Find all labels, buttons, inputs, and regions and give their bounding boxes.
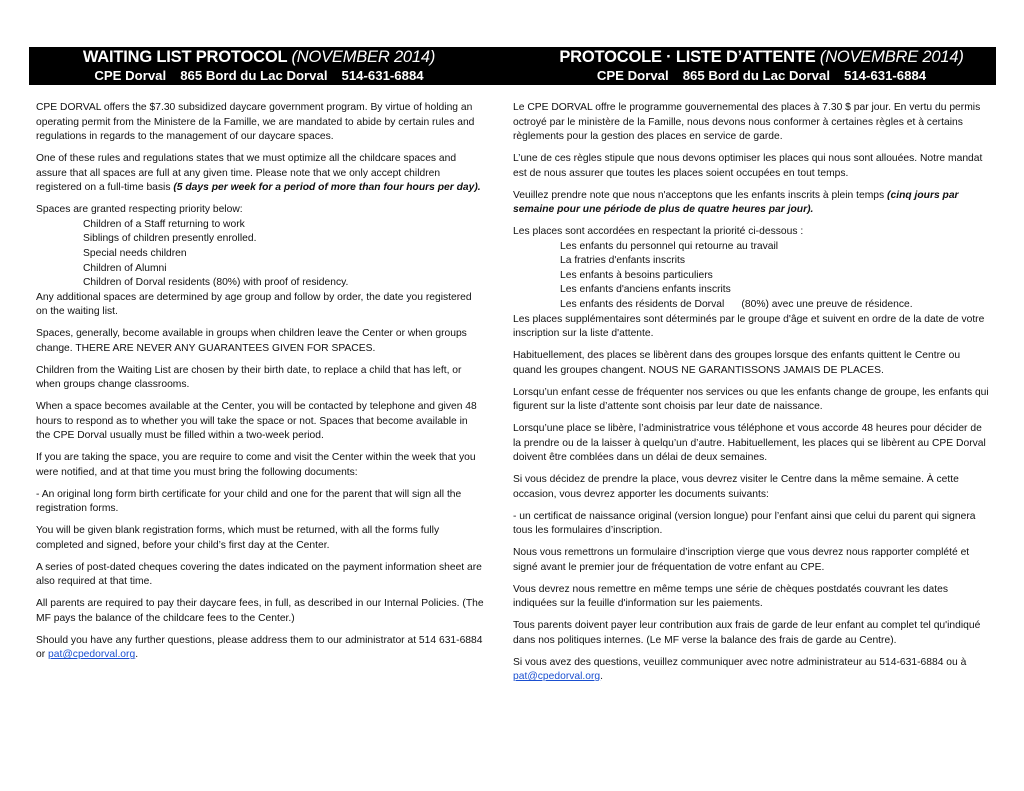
priority-item: Children of a Staff returning to work [83, 218, 245, 230]
paragraph: - An original long form birth certificate for your child and one for the parent that will sign all the registration forms. [36, 488, 462, 515]
paragraph: A series of post-dated cheques covering the dates indicated on the payment information sheet are also required at that time. [36, 561, 482, 588]
title-text: PROTOCOLE · LISTE D’ATTENTE [559, 48, 816, 66]
priority-item: Les enfants d'anciens enfants inscrits [560, 284, 731, 296]
french-column [513, 101, 989, 692]
paragraph: Si vous décidez de prendre la place, vous devrez visiter le Centre dans la même semaine. À cette occasion, vous devrez apporter les documents suivants: [513, 474, 959, 500]
center-name: CPE Dorval [94, 68, 167, 83]
priority-section [513, 225, 989, 342]
priority-list [513, 240, 989, 313]
paragraph [36, 152, 484, 196]
priority-item: Les enfants des résidents de Dorval (80%) avec une preuve de résidence. [560, 299, 913, 311]
paragraph: Nous vous remettrons un formulaire d’inscription vierge que vous devrez nous rapporter complété et signé avant le premier jour de fréquentation de votre enfant au CPE. [513, 547, 970, 573]
paragraph: - un certificat de naissance original (version longue) pour l’enfant ainsi que celui du parent qui signera tous les formulaires d’inscription. [513, 510, 976, 537]
header-french [527, 48, 996, 84]
priority-item: Les enfants du personnel qui retourne au travail [560, 240, 779, 252]
priority-intro: Les places sont accordées en respectant la priorité ci-dessous : [513, 226, 804, 238]
priority-item: Special needs children [83, 247, 187, 259]
paragraph: All parents are required to pay their daycare fees, in full, as described in our Internal Policies. (The MF pays the balance of the childcare fees to the Center.) [36, 598, 484, 624]
email-link[interactable]: pat@cpedorval.org [48, 649, 136, 661]
paragraph: Lorsqu’une place se libère, l’administratrice vous téléphone et vous accorde 48 heures pour décider de la prendre ou de la laisser à quelqu’un d’autre. Habituellement, les places qui se libèrent au CPE Dorval doivent être comblées dans un délai de deux semaines. [513, 423, 986, 464]
center-phone: 514-631-6884 [341, 68, 424, 83]
center-phone: 514-631-6884 [844, 68, 927, 83]
paragraph: Lorsqu’un enfant cesse de fréquenter nos services ou que les enfants change de groupe, les enfants qui figurent sur la liste d’attente sont choisis par leur date de naissance. [513, 386, 989, 413]
contact-line-english [29, 67, 489, 84]
paragraph: You will be given blank registration forms, which must be returned, with all the forms fully completed and signed, before your child’s first day at the Center. [36, 525, 440, 551]
priority-list [36, 218, 484, 291]
priority-intro: Spaces are granted respecting priority below: [36, 204, 243, 216]
priority-after: Les places supplémentaires sont déterminés par le groupe d'âge et suivent en ordre de la date de votre inscription sur la liste d'attente. [513, 313, 985, 340]
header-banner [29, 47, 996, 85]
center-address: 865 Bord du Lac Dorval [180, 68, 328, 83]
paragraph: Habituellement, des places se libèrent dans des groupes lorsque des enfants quittent le Centre ou quand les groupes changent. NOUS NE GARANTISSONS JAMAIS DE PLACES. [513, 350, 961, 376]
priority-item: Siblings of children presently enrolled. [83, 233, 257, 245]
title-date: (NOVEMBER 2014) [291, 48, 436, 66]
priority-item: Children of Alumni [83, 262, 167, 274]
title-english [29, 48, 489, 67]
full-time-emphasis: (5 days per week for a period of more than four hours per day). [173, 182, 481, 194]
contact-paragraph: Si vous avez des questions, veuillez communiquer avec notre administrateur au 514-631-6884 ou à pat@cpedorval.org. [513, 656, 967, 683]
priority-item: Les enfants à besoins particuliers [560, 269, 713, 281]
paragraph: Le CPE DORVAL offre le programme gouvernemental des places à 7.30 $ par jour. En vertu du permis octroyé par le ministère de la Famille, nous devons nous conformer à certaines règles et à certains règlements pour la gestion des places en service de garde. [513, 102, 981, 143]
center-address: 865 Bord du Lac Dorval [682, 68, 830, 83]
paragraph-text: Veuillez prendre note que nous n'acceptons que les enfants inscrits à plein temps [513, 189, 885, 201]
contact-paragraph: Should you have any further questions, please address them to our administrator at 514 631-6884 or pat@cpedorval.org. [36, 634, 483, 661]
contact-text: Si vous avez des questions, veuillez communiquer avec notre administrateur au 514-631-6884 ou à [513, 656, 967, 668]
paragraph: When a space becomes available at the Center, you will be contacted by telephone and given 48 hours to respond as to whether you will take the space or not. Spaces that become available in the CPE Dorval usually must be filled within a two-week period. [36, 401, 477, 442]
title-french [527, 48, 996, 67]
email-link[interactable]: pat@cpedorval.org [513, 671, 601, 683]
priority-item: Children of Dorval residents (80%) with proof of residency. [83, 277, 349, 289]
paragraph: Children from the Waiting List are chosen by their birth date, to replace a child that has left, or when groups change classrooms. [36, 364, 462, 391]
center-name: CPE Dorval [596, 68, 669, 83]
paragraph: Tous parents doivent payer leur contribution aux frais de garde de leur enfant au complet tel qu'indiqué dans nos politiques internes. (Le MF verse la balance des frais de garde au Centre). [513, 620, 981, 646]
paragraph [513, 189, 989, 218]
paragraph: CPE DORVAL offers the $7.30 subsidized daycare government program. By virtue of holding an operating permit from the Ministere de la Famille, we are mandated to abide by certain rules and regulations in regards to the management of our daycare spaces. [36, 102, 475, 143]
contact-text: Should you have any further questions, please address them to our administrator at 514 631-6884 or [36, 634, 483, 661]
header-english [29, 48, 489, 84]
full-time-emphasis: (cinq jours par semaine pour une période de plus de quatre heures par jour). [513, 189, 959, 216]
priority-item: La fratries d'enfants inscrits [560, 255, 686, 267]
paragraph: Vous devrez nous remettre en même temps une série de chèques postdatés couvrant les dates indiquées sur la feuille d'information sur les paiements. [513, 583, 949, 610]
priority-after: Any additional spaces are determined by age group and follow by order, the date you registered on the waiting list. [36, 291, 472, 318]
english-column [36, 101, 484, 670]
priority-section [36, 203, 484, 320]
contact-line-french [527, 67, 996, 84]
paragraph: Spaces, generally, become available in groups when children leave the Center or when groups change. THERE ARE NEVER ANY GUARANTEES GIVEN FOR SPACES. [36, 328, 467, 354]
paragraph: If you are taking the space, you are require to come and visit the Center within the week that you were notified, and at that time you must bring the following documents: [36, 452, 476, 478]
paragraph: L’une de ces règles stipule que nous devons optimiser les places qui nous sont allouées. Notre mandat est de nous assurer que toutes les places soient occupées en tout temps. [513, 153, 983, 179]
title-date: (NOVEMBRE 2014) [819, 48, 964, 66]
paragraph-text: One of these rules and regulations states that we must optimize all the childcare spaces and assure that all spaces are full at any given time. Please note that we only accept children registered on a full-time basis [36, 153, 457, 194]
title-text: WAITING LIST PROTOCOL [82, 48, 288, 66]
